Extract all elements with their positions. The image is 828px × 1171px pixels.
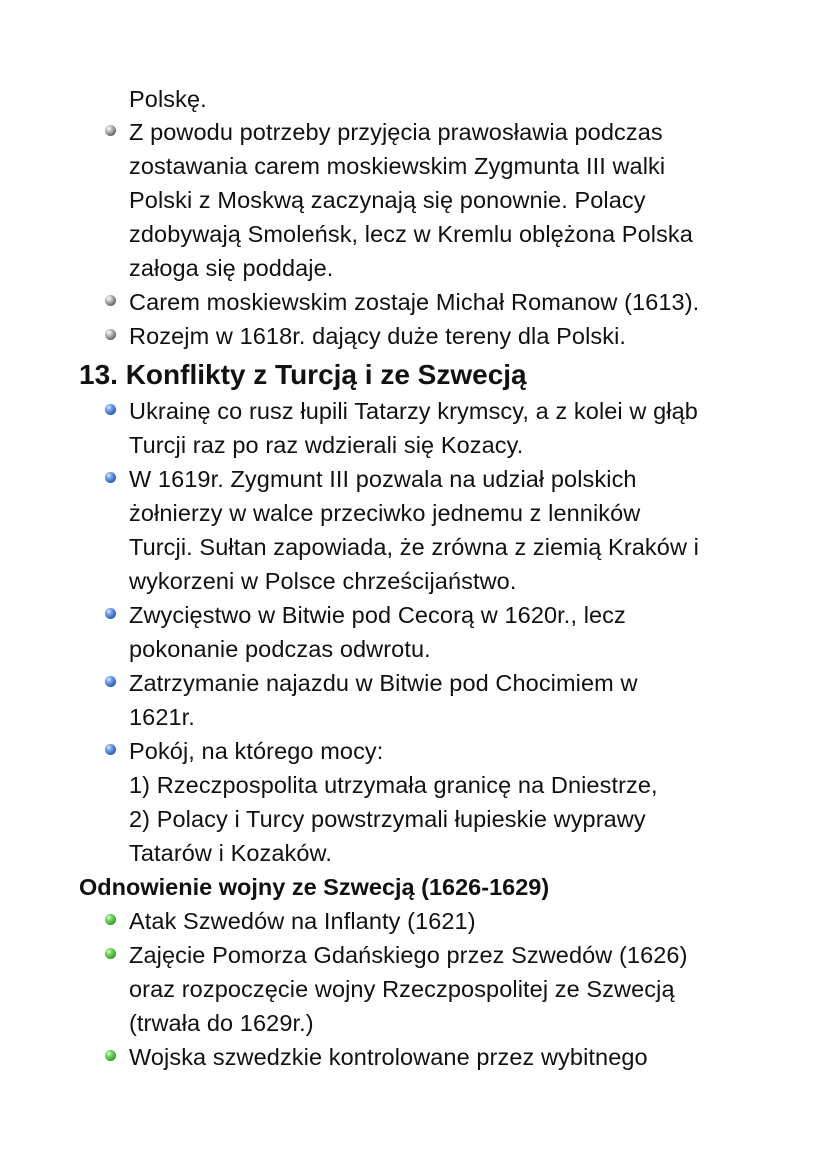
list-item-line: wykorzeni w Polsce chrześcijaństwo. [129, 568, 517, 594]
list-item-line: Tatarów i Kozaków. [129, 840, 332, 866]
list-item-line: Zatrzymanie najazdu w Bitwie pod Chocimiem w [129, 670, 638, 696]
section-heading: 13. Konflikty z Turcją i ze Szwecją [79, 359, 527, 390]
gray-bullet-icon [105, 125, 116, 136]
list-item-line: Ukrainę co rusz łupili Tatarzy krymscy, a z kolei w głąb [129, 398, 698, 424]
list-item-line: 1) Rzeczpospolita utrzymała granicę na Dniestrze, [129, 772, 658, 798]
list-item-line: Zwycięstwo w Bitwie pod Cecorą w 1620r., lecz [129, 602, 626, 628]
blue-bullet-icon [105, 744, 116, 755]
blue-bullet-icon [105, 608, 116, 619]
list-item-line: W 1619r. Zygmunt III pozwala na udział polskich [129, 466, 637, 492]
list-item-line: Turcji raz po raz wdzierali się Kozacy. [129, 432, 524, 458]
list-item-line: Zajęcie Pomorza Gdańskiego przez Szwedów (1626) [129, 942, 688, 968]
list-item-line: Rozejm w 1618r. dający duże tereny dla Polski. [129, 323, 627, 349]
list-item-line: Pokój, na którego mocy: [129, 738, 384, 764]
list-item-line: załoga się poddaje. [129, 255, 334, 281]
list-item-line: Atak Szwedów na Inflanty (1621) [129, 908, 476, 934]
subsection-heading: Odnowienie wojny ze Szwecją (1626-1629) [79, 874, 550, 900]
list-item-line: Carem moskiewskim zostaje Michał Romanow (1613). [129, 289, 700, 315]
list-item-line: Wojska szwedzkie kontrolowane przez wybitnego [129, 1044, 648, 1070]
continued-text-line: Polskę. [129, 86, 207, 112]
list-item-line: (trwała do 1629r.) [129, 1010, 314, 1036]
gray-bullet-icon [105, 329, 116, 340]
list-item-line: 2) Polacy i Turcy powstrzymali łupieskie wyprawy [129, 806, 646, 832]
list-item-line: zdobywają Smoleńsk, lecz w Kremlu oblężona Polska [129, 221, 693, 247]
blue-bullet-icon [105, 676, 116, 687]
gray-bullet-icon [105, 295, 116, 306]
list-item-line: Turcji. Sułtan zapowiada, że zrówna z ziemią Kraków i [129, 534, 699, 560]
green-bullet-icon [105, 948, 116, 959]
list-item-line: 1621r. [129, 704, 195, 730]
green-bullet-icon [105, 1050, 116, 1061]
blue-bullet-icon [105, 472, 116, 483]
list-item-line: pokonanie podczas odwrotu. [129, 636, 431, 662]
list-item-line: oraz rozpoczęcie wojny Rzeczpospolitej ze Szwecją [129, 976, 675, 1002]
list-item-line: zostawania carem moskiewskim Zygmunta III walki [129, 153, 666, 179]
list-item-line: żołnierzy w walce przeciwko jednemu z lenników [129, 500, 641, 526]
list-item-line: Polski z Moskwą zaczynają się ponownie. Polacy [129, 187, 646, 213]
green-bullet-icon [105, 914, 116, 925]
blue-bullet-icon [105, 404, 116, 415]
list-item-line: Z powodu potrzeby przyjęcia prawosławia podczas [129, 119, 663, 145]
